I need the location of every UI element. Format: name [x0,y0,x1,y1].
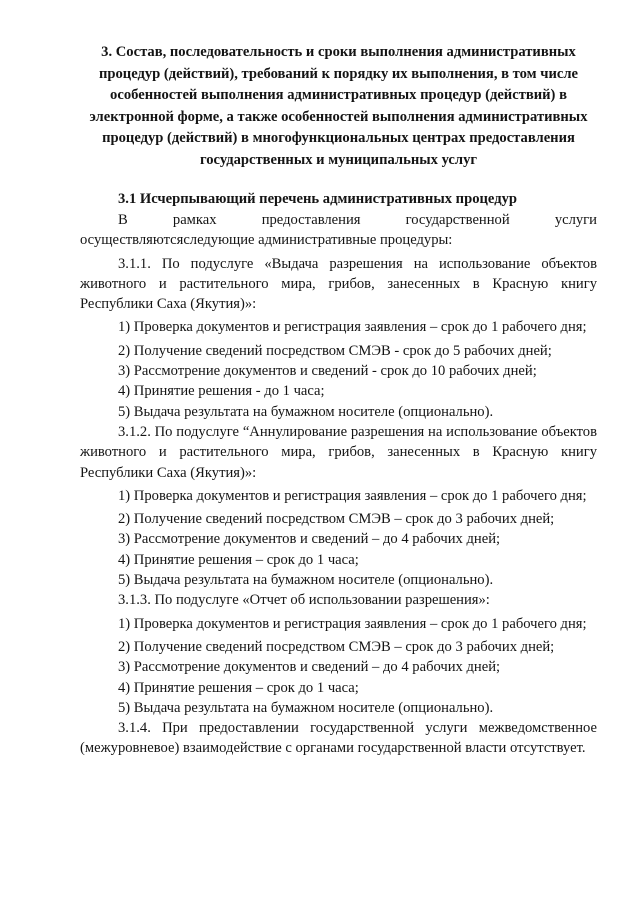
paragraph-3-1-2: 3.1.2. По подуслуге “Аннулирование разрешения на использование объектов животного и растительного мира, грибов, занесенных в Красную книгу Республики Саха (Якутия)»: [80,423,597,481]
list-item: 3) Рассмотрение документов и сведений – до 4 рабочих дней; [118,531,501,548]
document-page [80,42,597,759]
heading-line: 3. Состав, последовательность и сроки выполнения административных [101,44,576,60]
intro-word: рамках [172,212,217,228]
list-item: 1) Проверка документов и регистрация заявления – срок до 1 рабочего дня; [118,487,587,504]
intro-word: предоставления [261,212,361,228]
intro-word: государственной [405,212,510,228]
subsection-title: 3.1 Исчерпывающий перечень административных процедур [118,191,517,207]
heading-line: государственных и муниципальных услуг [199,151,478,168]
list-item: 1) Проверка документов и регистрация заявления – срок до 1 рабочего дня; [118,615,587,632]
heading-line: процедур (действий) в многофункциональных центрах предоставления [102,130,575,146]
paragraph-3-1-3: 3.1.3. По подуслуге «Отчет об использовании разрешения»: [118,592,490,609]
list-item: 5) Выдача результата на бумажном носителе (опционально). [118,699,494,716]
section-heading [80,42,597,171]
list-item: 4) Принятие решения – срок до 1 часа; [118,679,359,696]
paragraph-3-1-4: 3.1.4. При предоставлении государственной услуги межведомственное (межуровневое) взаимодействие с органами государственной власти отсутствует. [80,720,597,757]
list-item: 5) Выдача результата на бумажном носителе (опционально). [118,403,494,420]
list-item: 2) Получение сведений посредством СМЭВ - срок до 5 рабочих дней; [118,342,552,359]
list-item: 5) Выдача результата на бумажном носителе (опционально). [118,572,494,589]
list-item: 2) Получение сведений посредством СМЭВ – срок до 3 рабочих дней; [118,638,555,655]
list-item: 2) Получение сведений посредством СМЭВ – срок до 3 рабочих дней; [118,511,555,528]
heading-line: особенностей выполнения административных процедур (действий) в [110,87,567,103]
heading-line: процедур (действий), требований к порядку их выполнения, в том числе [98,65,579,82]
paragraph-3-1-1: 3.1.1. По подуслуге «Выдача разрешения на использование объектов животного и растительного мира, грибов, занесенных в Красную книгу Республики Саха (Якутия)»: [80,255,597,313]
list-item: 3) Рассмотрение документов и сведений - срок до 10 рабочих дней; [118,363,537,380]
list-item: 4) Принятие решения - до 1 часа; [118,383,325,400]
intro-word: услуги [554,212,597,228]
list-item: 1) Проверка документов и регистрация заявления – срок до 1 рабочего дня; [118,319,587,336]
list-item: 4) Принятие решения – срок до 1 часа; [118,551,359,568]
intro-line [80,210,597,230]
heading-line: электронной форме, а также особенностей выполнения административных [89,108,588,125]
intro-continuation: осуществляютсяследующие административные процедуры: [80,232,453,249]
intro-word: В [118,212,128,228]
list-item: 3) Рассмотрение документов и сведений – до 4 рабочих дней; [118,659,501,676]
